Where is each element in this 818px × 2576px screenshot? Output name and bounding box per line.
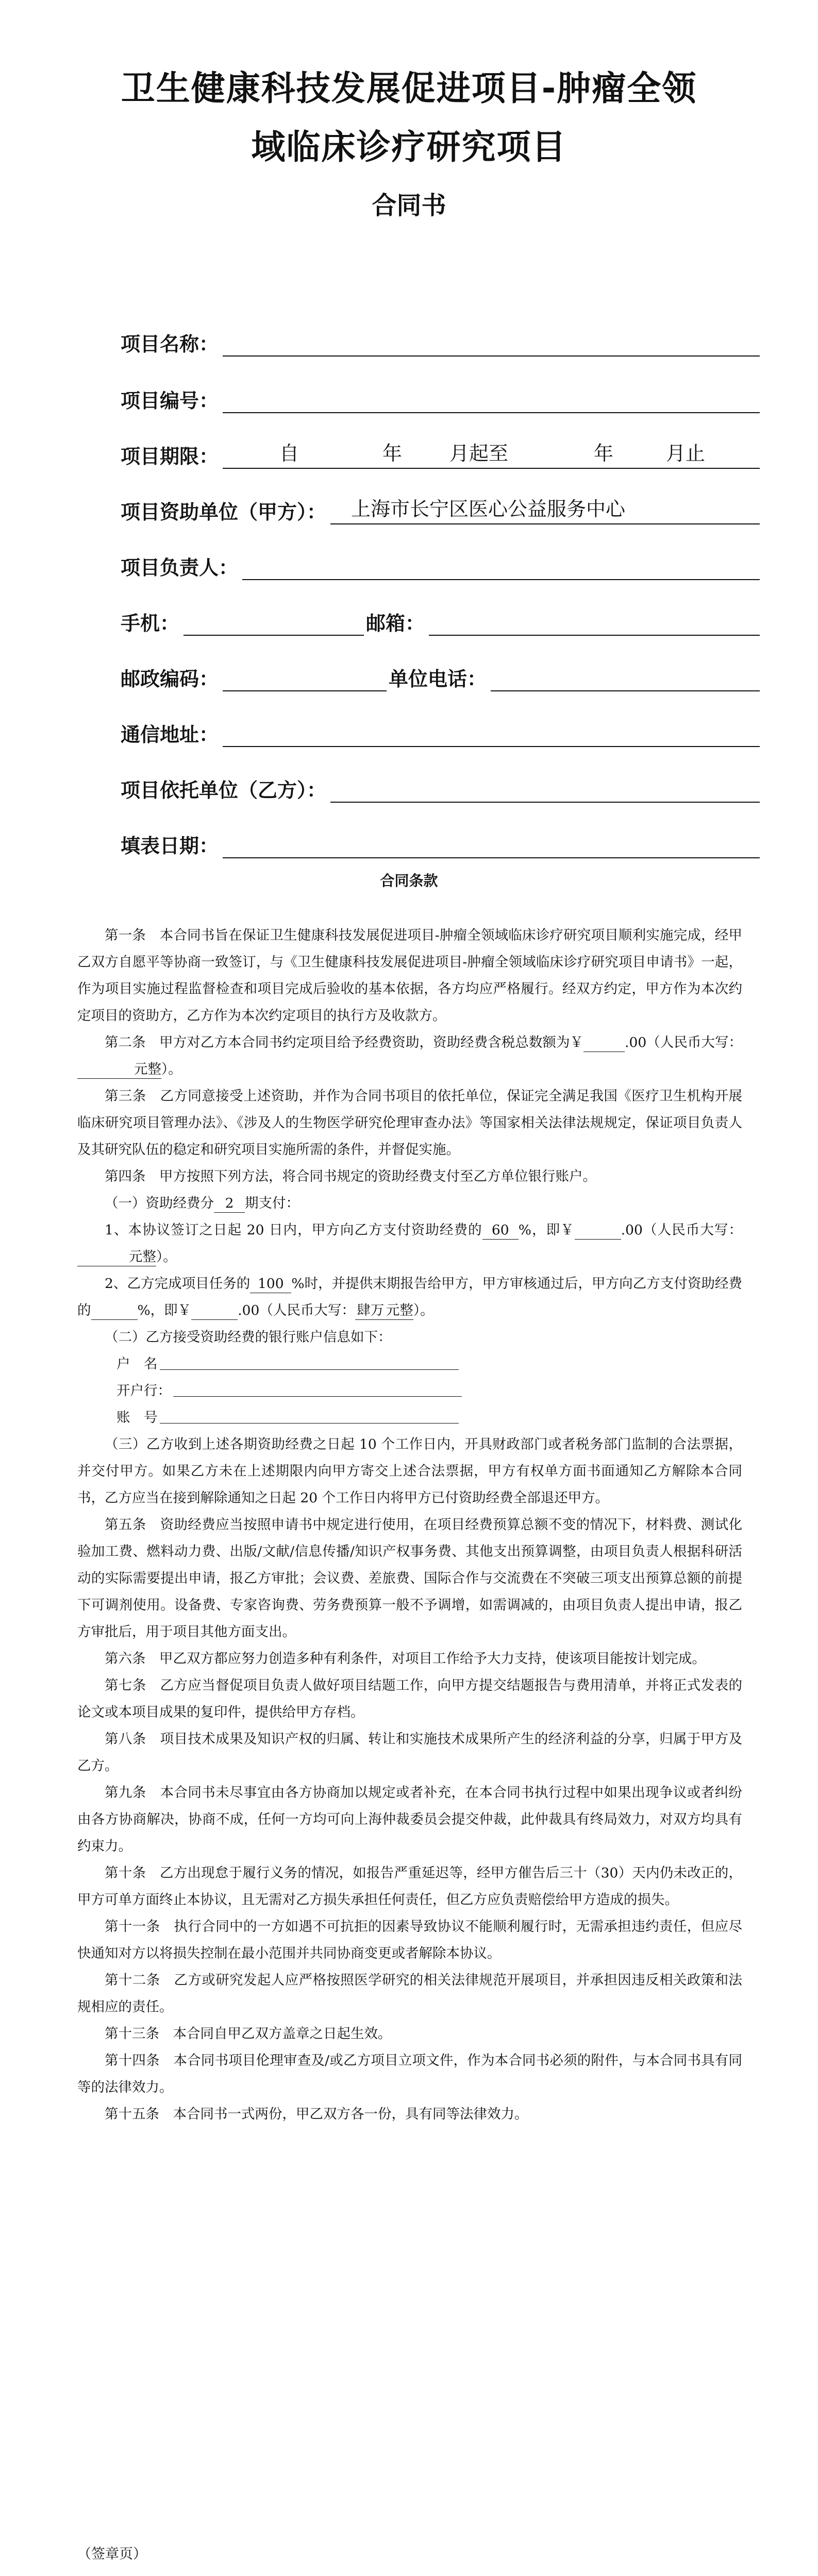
postcode-label: 邮政编码： (121, 668, 219, 690)
period-month2-text: 月止 (666, 442, 706, 465)
project-number-label: 项目编号： (121, 389, 219, 412)
payment-2 (77, 1270, 742, 1324)
article-7: 第七条 乙方应当督促项目负责人做好项目结题工作，向甲方提交结题报告与费用清单，并将正式发表的论文或本项目成果的复印件，提供给甲方存档。 (77, 1677, 742, 1720)
payment-1-words-blank[interactable] (77, 1248, 129, 1266)
article-2-text-c: 元整 (134, 1061, 161, 1079)
host-unit-row (121, 772, 760, 803)
article-14: 第十四条 本合同书项目伦理审查及/或乙方项目立项文件，作为本合同书必须的附件，与本合同书具有同等的法律效力。 (77, 2053, 742, 2095)
unit-phone-label: 单位电话： (389, 668, 487, 690)
article-8: 第八条 项目技术成果及知识产权的归属、转让和实施技术成果所产生的经济利益的分享，归属于甲方及乙方。 (77, 1731, 742, 1774)
postcode-unitphone-row (121, 660, 760, 691)
project-period-field[interactable] (223, 442, 760, 469)
funding-unit-label: 项目资助单位（甲方）： (121, 501, 327, 523)
period-year2-text: 年 (594, 442, 614, 465)
payment-2-text-a: 2、乙方完成项目任务的 (105, 1276, 251, 1292)
project-lead-row (121, 549, 760, 580)
account-bank-field[interactable] (173, 1378, 462, 1397)
payment-2-text-h: ）。 (413, 1302, 434, 1318)
payment-1-text-a: 1、本协议签订之日起 20 日内，甲方向乙方支付资助经费的 (105, 1222, 482, 1238)
payment-periods-text-c: 期支付： (245, 1195, 299, 1211)
article-2-text-b: .00（人民币大写： (625, 1035, 742, 1050)
payment-2-words: 肆万 (355, 1302, 386, 1320)
project-number-field[interactable] (223, 389, 760, 413)
article-4: 第四条 甲方按照下列方法，将合同书规定的资助经费支付至乙方单位银行账户。 (105, 1168, 596, 1184)
account-name-label: 户 名 (116, 1356, 158, 1372)
payment-periods-count: 2 (214, 1195, 245, 1213)
account-number-label: 账 号 (116, 1410, 158, 1426)
bank-account-intro: （二）乙方接受资助经费的银行账户信息如下： (105, 1329, 392, 1345)
payment-1-text-e: 元整 (129, 1248, 156, 1266)
article-4-3: （三）乙方收到上述各期资助经费之日起 10 个工作日内，开具财政部门或者税务部门监制的合法票据，并交付甲方。如果乙方未在上述期限内向甲方寄交上述合法票据，甲方有权单方面书面通知乙方解除本合同书，乙方应当在接到解除通知之日起 20 个工作日内将甲方已付资助经费全部退还甲方。 (77, 1436, 742, 1506)
period-from-text: 自 (279, 442, 299, 465)
payment-2-text-d: %，即￥ (137, 1302, 192, 1318)
phone-email-row (121, 605, 760, 636)
email-label: 邮箱： (366, 612, 425, 635)
article-15: 第十五条 本合同书一式两份，甲乙双方各一份，具有同等法律效力。 (105, 2106, 528, 2122)
phone-field[interactable] (183, 612, 364, 636)
phone-label: 手机： (121, 612, 180, 635)
fill-date-label: 填表日期： (121, 835, 219, 857)
payment-1-percent: 60 (482, 1222, 519, 1240)
fill-date-field[interactable] (223, 835, 760, 858)
payment-2-task-percent: 100 (250, 1275, 291, 1293)
unit-phone-field[interactable] (491, 668, 760, 691)
signature-page-note: （签章页） (77, 2546, 147, 2562)
article-11: 第十一条 执行合同中的一方如遇不可抗拒的因素导致协议不能顺利履行时，无需承担违约责任，但应尽快通知对方以将损失控制在最小范围并共同协商变更或者解除本协议。 (77, 1919, 742, 1961)
project-lead-field[interactable] (242, 556, 760, 580)
contract-title-line1: 卫生健康科技发展促进项目-肿瘤全领 (121, 69, 697, 108)
payment-1-text-f: ）。 (156, 1249, 177, 1265)
payment-2-text-g: 元整 (386, 1302, 413, 1320)
account-number-field[interactable] (160, 1404, 459, 1423)
payment-1-text-d: .00（人民币大写： (621, 1222, 742, 1238)
account-bank-row (77, 1378, 742, 1404)
total-amount-words-blank[interactable] (77, 1061, 134, 1079)
article-6: 第六条 甲乙双方都应努力创造多种有利条件，对项目工作给予大力支持，使该项目能按计划完成。 (105, 1651, 706, 1667)
article-5: 第五条 资助经费应当按照申请书中规定进行使用，在项目经费预算总额不变的情况下，材料费、测试化验加工费、燃料动力费、出版/文献/信息传播/知识产权事务费、其他支出预算调整，由项目负责人根据科研活动的实际需要提出申请，报乙方审批；会议费、差旅费、国际合作与交流费在不突破三项支出预算总额的前提下可调剂使用。设备费、专家咨询费、劳务费预算一般不予调增，如需调减的，由项目负责人提出申请，报乙方审批后，用于项目其他方面支出。 (77, 1517, 742, 1640)
funding-unit-value: 上海市长宁区医心公益服务中心 (351, 498, 626, 520)
payment-2-text-c: %时，并提供末期报告给甲方，甲方审核通过后，甲方向乙方支付资助经费的 (77, 1276, 742, 1318)
terms-heading: 合同条款 (380, 872, 438, 889)
payment-1 (77, 1217, 742, 1270)
article-10: 第十条 乙方出现怠于履行义务的情况，如报告严重延迟等，经甲方催告后三十（30）天内仍未改正的，甲方可单方面终止本协议，且无需对乙方损失承担任何责任，但乙方应负责赔偿给甲方造成的损失。 (77, 1865, 742, 1908)
project-period-row (121, 438, 760, 469)
contract-subtitle: 合同书 (372, 191, 446, 220)
payment-periods (77, 1190, 742, 1217)
funding-unit-field[interactable] (330, 498, 760, 524)
postcode-field[interactable] (223, 668, 387, 691)
period-month1-text: 月起至 (449, 442, 509, 465)
account-number-row (77, 1404, 742, 1431)
payment-periods-text-a: （一）资助经费分 (105, 1195, 214, 1211)
project-name-label: 项目名称： (121, 333, 219, 355)
address-row (121, 716, 760, 747)
article-13: 第十三条 本合同自甲乙双方盖章之日起生效。 (105, 2026, 392, 2042)
account-name-field[interactable] (160, 1351, 459, 1370)
account-bank-label: 开户行： (116, 1383, 171, 1399)
article-12: 第十二条 乙方或研究发起人应严格按照医学研究的相关法律规范开展项目，并承担因违反相关政策和法规相应的责任。 (77, 1972, 742, 2015)
article-3: 第三条 乙方同意接受上述资助，并作为合同书项目的依托单位，保证完全满足我国《医疗卫生机构开展临床研究项目管理办法》、《涉及人的生物医学研究伦理审查办法》等国家相关法律法规规定，保证项目负责人及其研究队伍的稳定和研究项目实施所需的条件，并督促实施。 (77, 1088, 742, 1158)
contract-title-line2: 域临床诊疗研究项目 (251, 127, 567, 167)
project-period-label: 项目期限： (121, 445, 219, 468)
payment-1-text-c: %，即￥ (518, 1222, 575, 1238)
payment-2-amount-blank[interactable] (191, 1302, 238, 1320)
fill-date-row (121, 827, 760, 858)
account-name-row (77, 1351, 742, 1378)
contract-terms-body (77, 922, 742, 2128)
period-year1-text: 年 (382, 442, 403, 465)
payment-1-amount-blank[interactable] (575, 1222, 621, 1240)
article-2 (77, 1029, 742, 1083)
project-lead-label: 项目负责人： (121, 556, 239, 579)
address-field[interactable] (223, 723, 760, 747)
article-2-text-a: 第二条 甲方对乙方本合同书约定项目给予经费资助，资助经费含税总数额为￥ (105, 1035, 584, 1050)
article-1: 第一条 本合同书旨在保证卫生健康科技发展促进项目-肿瘤全领域临床诊疗研究项目顺利实施完成，经甲乙双方自愿平等协商一致签订，与《卫生健康科技发展促进项目-肿瘤全领域临床诊疗研究项目申请书》一起，作为项目实施过程监督检查和项目完成后验收的基本依据，各方均应严格履行。经双方约定，甲方作为本次约定项目的资助方，乙方作为本次约定项目的执行方及收款方。 (77, 927, 742, 1024)
project-number-row (121, 382, 760, 413)
article-2-text-d: ）。 (161, 1061, 182, 1077)
total-amount-blank[interactable] (583, 1034, 625, 1052)
project-name-row (121, 326, 760, 357)
article-9: 第九条 本合同书未尽事宜由各方协商加以规定或者补充，在本合同书执行过程中如果出现争议或者纠纷由各方协商解决，协商不成，任何一方均可向上海仲裁委员会提交仲裁，此仲裁具有终局效力，对双方均具有约束力。 (77, 1785, 742, 1854)
host-unit-label: 项目依托单位（乙方）： (121, 779, 327, 802)
email-field[interactable] (429, 612, 760, 636)
address-label: 通信地址： (121, 723, 219, 746)
funding-unit-row (121, 494, 760, 524)
project-name-field[interactable] (223, 333, 760, 357)
host-unit-field[interactable] (330, 779, 760, 803)
payment-2-text-e: .00（人民币大写： (238, 1302, 355, 1318)
payment-2-percent-blank[interactable] (91, 1302, 138, 1320)
